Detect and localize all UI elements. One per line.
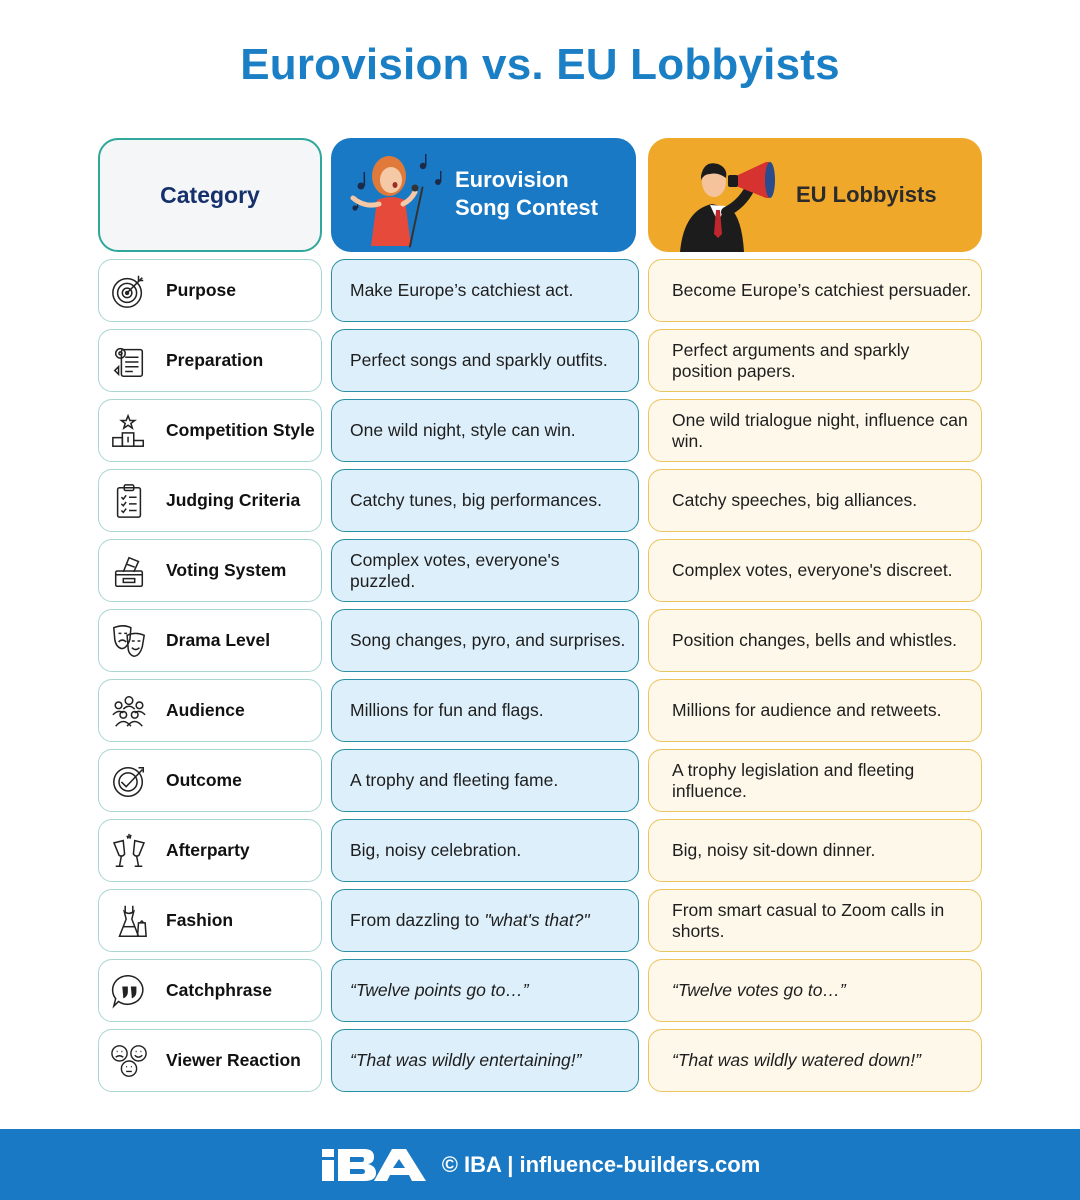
table-row-category: [98, 1029, 322, 1092]
eurovision-cell: “That was wildly entertaining!”: [331, 1029, 639, 1092]
eurovision-cell-text: From dazzling to: [350, 910, 480, 930]
category-label: Fashion: [166, 910, 234, 930]
eurovision-cell: One wild night, style can win.: [331, 399, 639, 462]
category-label: Afterparty: [166, 840, 250, 860]
eurovision-cell: Complex votes, everyone's puzzled.: [331, 539, 639, 602]
megaphone-man-illustration-icon: [670, 148, 790, 252]
faces-icon: [110, 1042, 148, 1080]
category-column-header: [98, 138, 322, 252]
dress-icon: [110, 902, 148, 940]
table-row-category: [98, 539, 322, 602]
table-row-category: [98, 259, 322, 322]
eurovision-cell: A trophy and fleeting fame.: [331, 749, 639, 812]
footer-bar: [0, 1129, 1080, 1200]
table-row-category: [98, 959, 322, 1022]
table-row-category: [98, 679, 322, 742]
footer-text: © IBA | influence-builders.com: [441, 1151, 761, 1177]
category-label: Preparation: [166, 350, 264, 370]
category-label: Audience: [166, 700, 245, 720]
eurovision-cell: Catchy tunes, big performances.: [331, 469, 639, 532]
table-row-category: [98, 469, 322, 532]
lobbyists-cell: Position changes, bells and whistles.: [648, 609, 982, 672]
category-label: Voting System: [166, 560, 287, 580]
eurovision-cell: “Twelve points go to…”: [331, 959, 639, 1022]
eurovision-header-line1: Eurovision: [455, 167, 569, 192]
table-row-category: [98, 609, 322, 672]
lobbyists-cell: Become Europe’s catchiest persuader.: [648, 259, 982, 322]
target-icon: [110, 272, 148, 310]
category-header-label: Category: [160, 181, 260, 208]
category-label: Outcome: [166, 770, 242, 790]
lobbyists-column-header: [648, 138, 982, 252]
speech-bubble-quote-icon: [110, 972, 148, 1010]
lobbyists-cell: “Twelve votes go to…”: [648, 959, 982, 1022]
category-label: Competition Style: [166, 420, 315, 440]
lobbyists-cell: A trophy legislation and fleeting influence.: [648, 749, 982, 812]
table-row-category: [98, 399, 322, 462]
eurovision-cell-italic-text: "what's that?": [484, 910, 590, 930]
category-label: Judging Criteria: [166, 490, 301, 510]
lobbyists-cell: Complex votes, everyone's discreet.: [648, 539, 982, 602]
eurovision-cell: Song changes, pyro, and surprises.: [331, 609, 639, 672]
check-target-icon: [110, 762, 148, 800]
eurovision-header-line2: Song Contest: [455, 195, 598, 220]
iba-logo: [320, 1145, 428, 1185]
document-gear-icon: [110, 342, 148, 380]
category-label: Drama Level: [166, 630, 271, 650]
audience-icon: [110, 692, 148, 730]
lobbyists-cell: Millions for audience and retweets.: [648, 679, 982, 742]
eurovision-cell: Millions for fun and flags.: [331, 679, 639, 742]
category-label: Viewer Reaction: [166, 1050, 301, 1070]
theater-masks-icon: [110, 622, 148, 660]
lobbyists-cell: One wild trialogue night, influence can win.: [648, 399, 982, 462]
lobbyists-cell: Perfect arguments and sparkly position papers.: [648, 329, 982, 392]
lobbyists-header-label: EU Lobbyists: [796, 182, 937, 207]
singer-illustration-icon: [341, 148, 453, 248]
eurovision-cell: Make Europe’s catchiest act.: [331, 259, 639, 322]
table-row-category: [98, 819, 322, 882]
lobbyists-cell: Big, noisy sit-down dinner.: [648, 819, 982, 882]
eurovision-cell: Big, noisy celebration.: [331, 819, 639, 882]
table-row-category: [98, 329, 322, 392]
page-title: Eurovision vs. EU Lobbyists: [240, 40, 840, 89]
lobbyists-cell: From smart casual to Zoom calls in shorts.: [648, 889, 982, 952]
table-row-category: [98, 889, 322, 952]
table-row-category: [98, 749, 322, 812]
ballot-box-icon: [110, 552, 148, 590]
lobbyists-cell: “That was wildly watered down!”: [648, 1029, 982, 1092]
category-label: Catchphrase: [166, 980, 273, 1000]
category-label: Purpose: [166, 280, 237, 300]
lobbyists-cell: Catchy speeches, big alliances.: [648, 469, 982, 532]
eurovision-cell: [331, 889, 639, 952]
champagne-glasses-icon: [110, 832, 148, 870]
eurovision-cell: Perfect songs and sparkly outfits.: [331, 329, 639, 392]
podium-icon: [110, 412, 148, 450]
checklist-icon: [110, 482, 148, 520]
eurovision-column-header: [331, 138, 636, 252]
